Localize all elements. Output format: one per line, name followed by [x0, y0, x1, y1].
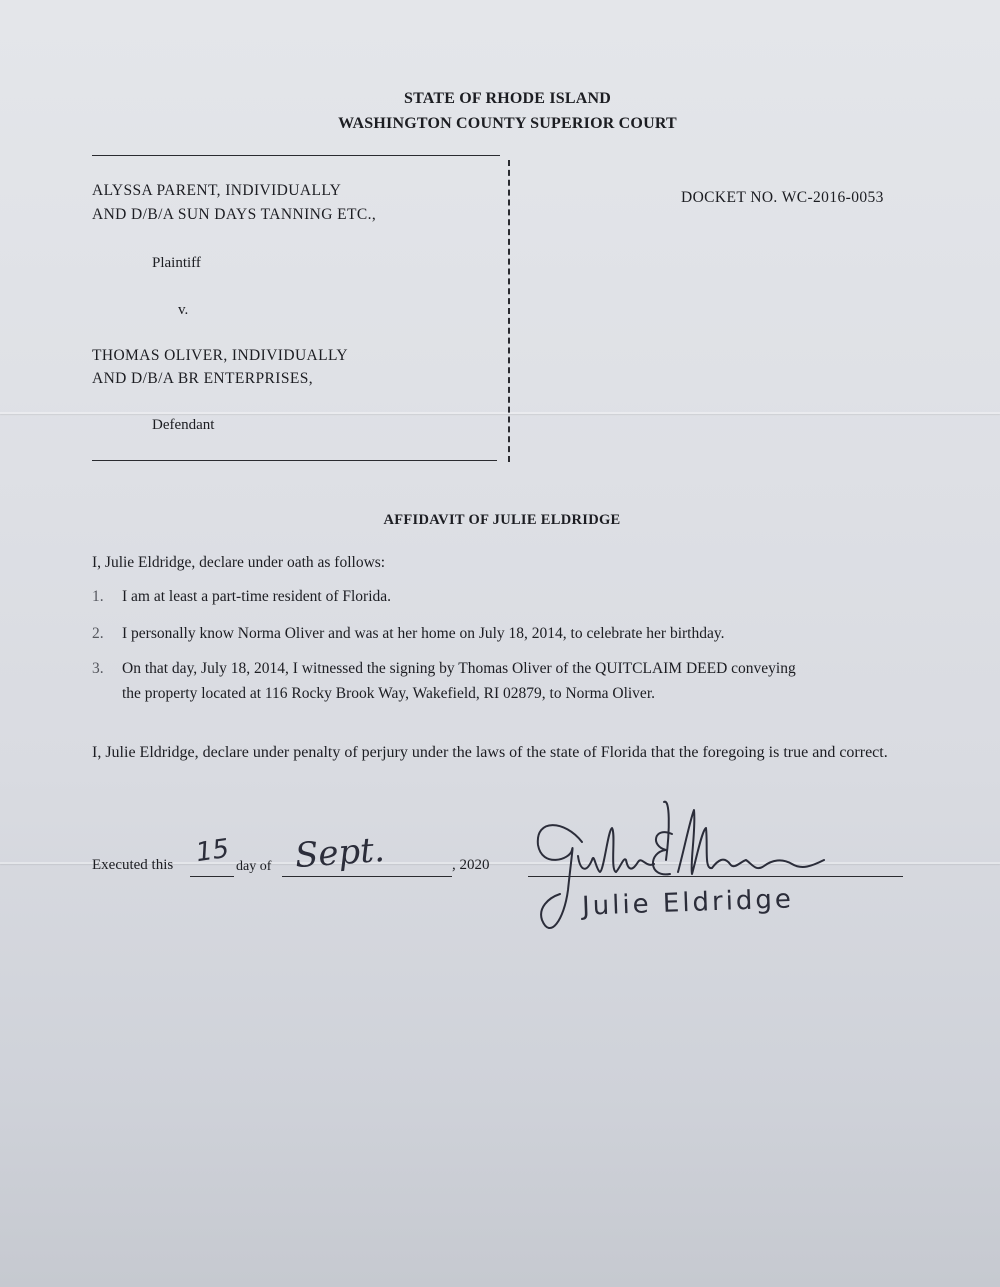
- court-name: WASHINGTON COUNTY SUPERIOR COURT: [338, 115, 677, 132]
- paper-fold-upper: [0, 412, 1000, 414]
- day-of-label: day of: [236, 859, 272, 874]
- affidavit-title: AFFIDAVIT OF JULIE ELDRIDGE: [383, 512, 621, 528]
- defendant-name: THOMAS OLIVER, INDIVIDUALLY: [92, 347, 348, 364]
- item-1-number: 1.: [92, 588, 104, 605]
- handwritten-day: 15: [194, 833, 232, 869]
- item-2-text: I personally know Norma Oliver and was at her home on July 18, 2014, to celebrate her birthday.: [122, 625, 725, 642]
- plaintiff-name: ALYSSA PARENT, INDIVIDUALLY: [92, 182, 342, 199]
- caption-divider: [508, 160, 510, 462]
- handwritten-month: Sept.: [293, 829, 386, 877]
- item-2-number: 2.: [92, 625, 104, 642]
- plaintiff-dba: AND D/B/A SUN DAYS TANNING ETC.,: [92, 206, 377, 223]
- item-3-text-line2: the property located at 116 Rocky Brook Way, Wakefield, RI 02879, to Norma Oliver.: [122, 685, 655, 702]
- month-blank: [282, 876, 452, 877]
- caption-top-rule: [92, 155, 500, 156]
- executed-this-label: Executed this: [92, 857, 174, 873]
- item-1-text: I am at least a part-time resident of Florida.: [122, 588, 392, 605]
- defendant-dba: AND D/B/A BR ENTERPRISES,: [92, 370, 314, 387]
- day-blank: [190, 876, 234, 877]
- item-3-text-line1: On that day, July 18, 2014, I witnessed the signing by Thomas Oliver of the QUITCLAIM DEED conveying: [122, 660, 796, 677]
- printed-signer-name: Julie Eldridge: [581, 884, 795, 922]
- plaintiff-label: Plaintiff: [152, 255, 201, 271]
- docket-number: DOCKET NO. WC-2016-0053: [681, 189, 884, 206]
- versus: v.: [178, 302, 189, 318]
- court-state: STATE OF RHODE ISLAND: [403, 90, 612, 107]
- affidavit-intro: I, Julie Eldridge, declare under oath as follows:: [92, 554, 386, 571]
- handwritten-signature: [520, 790, 840, 960]
- item-3-number: 3.: [92, 660, 104, 677]
- defendant-label: Defendant: [152, 417, 215, 433]
- caption-bottom-rule: [92, 460, 497, 461]
- year-label: , 2020: [452, 857, 490, 873]
- perjury-declaration: I, Julie Eldridge, declare under penalty of perjury under the laws of the state of Florida that the foregoing is true and correct.: [92, 744, 888, 761]
